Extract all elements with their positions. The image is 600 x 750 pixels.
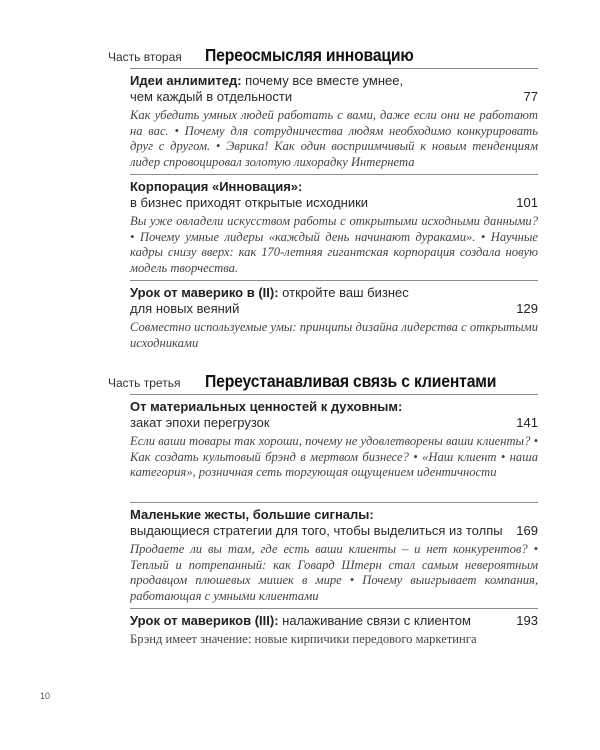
part-title: Переосмысляя инновацию [205,45,414,65]
entry-page-number: 129 [516,301,538,316]
entry-page-number: 77 [523,89,538,104]
entry-title-bold: Корпорация «Инновация»: [130,179,303,194]
entry-title-line [130,301,538,317]
entry-page-number: 169 [516,523,538,538]
entry-description: Совместно используемые умы: принципы дизайна лидерства с открытыми исходниками [130,320,538,350]
entry-title-line [130,507,538,523]
entry-title-bold: Урок от мавериков (III): [130,613,279,628]
divider [130,68,538,69]
entry-title-bold: Идеи анлимитед: [130,73,242,88]
entry-description: Вы уже овладели искусством работы с открытыми исходными данными? • Почему умные лидеры «каждый день начинают дураками». • Научные кадры снизу вверх: как 170-летняя гигантская корпорация создала новую модель творчества. [130,214,538,275]
entry-title-line2: в бизнес приходят открытые исходники [130,195,369,210]
entry-description: Продаете ли вы там, где есть ваши клиенты – и нет конкурентов? • Теплый и потрепанный: как Говард Штерн стал самым невероятным продавцом плюшевых мишек в мире • Почему выигрывает компания, работающая с умными клиентами [130,542,538,603]
entry-title-bold: Маленькие жесты, большие сигналы: [130,507,374,522]
entry-description: Как убедить умных людей работать с вами, даже если они не работают на вас. • Почему для сотрудничества людям необходимо конкурировать друг с другом. • Эврика! Как один восприимчивый к новым тенденциям лидер спровоцировал золотую лихорадку Интернета [130,108,538,169]
toc-entry [130,507,538,604]
entry-title-rest: налаживание связи с клиентом [278,613,471,628]
part-label: Часть вторая [108,50,182,64]
part-title: Переустанавливая связь с клиентами [205,371,497,391]
entry-title-bold: От материальных ценностей к духовным: [130,399,403,414]
entry-description: Брэнд имеет значение: новые кирпичики передового маркетинга [130,632,477,646]
divider [130,608,538,609]
entry-title-rest: откройте ваш бизнес [278,285,409,300]
divider [130,174,538,175]
part-heading-3 [0,368,600,392]
page-number-folio: 10 [40,691,51,701]
entry-description: Если ваши товары так хороши, почему не удовлетворены ваши клиенты? • Как создать культовый брэнд в мертвом бизнесе? • «Наш клиент • наша категория», розничная сеть торгующая ощущением идентичности [130,434,538,480]
entry-title-line [130,89,538,105]
toc-entry [130,73,538,170]
entry-title-line [130,179,538,195]
entry-page-number: 101 [516,195,538,210]
toc-entry [130,179,538,276]
entry-title-line [130,613,538,629]
entry-title-line2: для новых веяний [130,301,240,316]
entry-title-line [130,73,538,89]
entry-title-line2: закат эпохи перегрузок [130,415,270,430]
toc-entry [130,613,538,648]
entry-page-number: 193 [516,613,538,628]
toc-entry [130,399,538,481]
entry-title-rest: почему все вместе умнее, [241,73,404,88]
entry-title-line [130,285,538,301]
part-heading-2 [0,42,600,66]
divider [130,280,538,281]
entry-title-line2: выдающиеся стратегии для того, чтобы выделиться из толпы [130,523,503,538]
divider [130,394,538,395]
entry-title-line [130,523,538,539]
entry-page-number: 141 [516,415,538,430]
divider [130,502,538,503]
toc-entry [130,285,538,351]
entry-title-line [130,399,538,415]
entry-title-line2: чем каждый в отдельности [130,89,293,104]
entry-title-line [130,415,538,431]
part-label: Часть третья [108,376,181,390]
entry-title-bold: Урок от маверико в (II): [130,285,279,300]
entry-title-line [130,195,538,211]
